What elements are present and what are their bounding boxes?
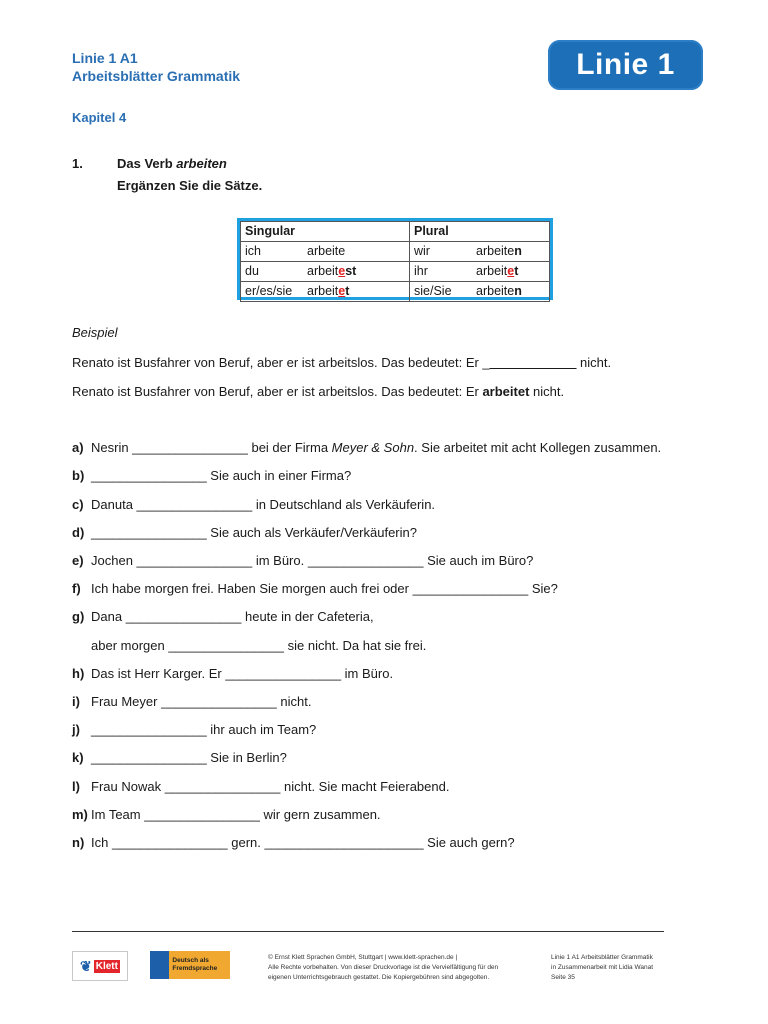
verb-stem: arbeite bbox=[476, 244, 515, 258]
pronoun: wir bbox=[414, 244, 430, 258]
item-label: a) bbox=[72, 440, 84, 455]
item-label: i) bbox=[72, 694, 80, 709]
verb-stem: arbeit bbox=[307, 284, 339, 298]
item-text: Dana ________________ heute in der Cafeteria, bbox=[91, 609, 374, 624]
item-text: ________________ Sie in Berlin? bbox=[91, 750, 287, 765]
plural-cell bbox=[410, 262, 550, 282]
copyright-line-2: Alle Rechte vorbehalten. Von dieser Druckvorlage ist die Vervielfältigung für den bbox=[268, 964, 499, 971]
linie-1-logo bbox=[548, 40, 703, 90]
exercise-item-g bbox=[72, 609, 374, 624]
verb-ending: t bbox=[514, 264, 519, 278]
conjugation-row bbox=[241, 242, 550, 262]
exercise-item-n bbox=[72, 835, 515, 850]
example-answer-word: arbeitet bbox=[482, 384, 530, 399]
pronoun: sie/Sie bbox=[414, 284, 452, 298]
klett-logo bbox=[72, 951, 128, 981]
plural-cell bbox=[410, 282, 550, 302]
item-text: ________________ Sie auch als Verkäufer/Verkäuferin? bbox=[91, 525, 417, 540]
verb-stem: arbeite bbox=[476, 284, 515, 298]
pronoun: er/es/sie bbox=[245, 284, 293, 298]
item-text: Nesrin ________________ bei der Firma bbox=[91, 440, 332, 455]
exercise-item-b bbox=[72, 468, 351, 483]
item-label: g) bbox=[72, 609, 85, 624]
footer-book-title: Linie 1 A1 Arbeitsblätter Grammatik bbox=[551, 954, 653, 961]
pronoun: ihr bbox=[414, 264, 428, 278]
exercise-item-k bbox=[72, 750, 287, 765]
singular-cell bbox=[241, 262, 410, 282]
header-line-2: Arbeitsblätter Grammatik bbox=[72, 68, 241, 84]
verb-stem: arbeit bbox=[476, 264, 508, 278]
footer-divider bbox=[72, 931, 664, 932]
item-label: d) bbox=[72, 525, 85, 540]
exercise-item-d bbox=[72, 525, 417, 540]
conjugation-row bbox=[241, 282, 550, 302]
header-line-1: Linie 1 A1 bbox=[72, 50, 138, 66]
item-label: n) bbox=[72, 835, 85, 850]
item-text: Ich ________________ gern. ______________________ Sie auch gern? bbox=[91, 835, 515, 850]
header-title bbox=[72, 49, 240, 85]
conjugation-row bbox=[241, 262, 550, 282]
copyright-line-1: © Ernst Klett Sprachen GmbH, Stuttgart | www.klett-sprachen.de | bbox=[268, 954, 458, 961]
item-label: f) bbox=[72, 581, 81, 596]
example-blank: ____________ bbox=[489, 355, 577, 370]
item-text: Frau Nowak ________________ nicht. Sie macht Feierabend. bbox=[91, 779, 450, 794]
klett-mark-icon: ❦ bbox=[80, 957, 92, 974]
item-label: l) bbox=[72, 779, 80, 794]
item-text: ________________ Sie auch in einer Firma? bbox=[91, 468, 352, 483]
verb-link-vowel: e bbox=[338, 284, 346, 298]
task-title bbox=[117, 153, 262, 175]
task-number: 1. bbox=[72, 156, 83, 171]
item-text: Danuta ________________ in Deutschland als Verkäuferin. bbox=[91, 497, 436, 512]
chapter-heading: Kapitel 4 bbox=[72, 110, 127, 125]
item-text: Das ist Herr Karger. Er ________________ im Büro. bbox=[91, 666, 394, 681]
item-text: aber morgen ________________ sie nicht. Da hat sie frei. bbox=[91, 638, 427, 653]
verb-stem: arbeite bbox=[307, 244, 346, 258]
example-question bbox=[72, 355, 611, 370]
item-label: m) bbox=[72, 807, 88, 822]
example-answer-before: Renato ist Busfahrer von Beruf, aber er ist arbeitslos. Das bedeutet: Er bbox=[72, 384, 483, 399]
item-text: Jochen ________________ im Büro. ________________ Sie auch im Büro? bbox=[91, 553, 534, 568]
header-singular: Singular bbox=[241, 222, 410, 242]
exercise-item-g-continued bbox=[91, 638, 426, 653]
exercise-item-h bbox=[72, 666, 393, 681]
task-instruction: Ergänzen Sie die Sätze. bbox=[117, 178, 263, 193]
verb-link-vowel: e bbox=[338, 264, 346, 278]
item-label: b) bbox=[72, 468, 85, 483]
singular-cell bbox=[241, 242, 410, 262]
verb-ending: st bbox=[345, 264, 357, 278]
item-label: k) bbox=[72, 750, 84, 765]
footer-collaboration: in Zusammenarbeit mit Lidia Wanat bbox=[551, 964, 653, 971]
example-question-before: Renato ist Busfahrer von Beruf, aber er ist arbeitslos. Das bedeutet: Er _ bbox=[72, 355, 490, 370]
example-answer bbox=[72, 384, 564, 399]
conjugation-header-row bbox=[241, 222, 550, 242]
daf-label: Deutsch als Fremdsprache bbox=[172, 957, 218, 972]
singular-cell bbox=[241, 282, 410, 302]
item-label: h) bbox=[72, 666, 85, 681]
footer-copyright bbox=[268, 953, 498, 983]
example-question-after: nicht. bbox=[576, 355, 612, 370]
exercise-item-m bbox=[72, 807, 381, 822]
task-title-verb: arbeiten bbox=[176, 156, 227, 171]
daf-logo bbox=[150, 951, 230, 979]
item-label: e) bbox=[72, 553, 84, 568]
item-text-end: . Sie arbeitet mit acht Kollegen zusammen. bbox=[414, 440, 662, 455]
header-plural: Plural bbox=[410, 222, 550, 242]
conjugation-table bbox=[237, 218, 553, 300]
exercise-item-j bbox=[72, 722, 316, 737]
pronoun: du bbox=[245, 264, 259, 278]
footer-publication-info bbox=[551, 953, 653, 983]
item-label: c) bbox=[72, 497, 84, 512]
exercise-item-f bbox=[72, 581, 558, 596]
exercise-item-e bbox=[72, 553, 533, 568]
logo-text: Linie 1 bbox=[576, 48, 675, 81]
item-text: Im Team ________________ wir gern zusammen. bbox=[91, 807, 381, 822]
klett-wordmark: Klett bbox=[95, 960, 118, 972]
item-text: ________________ ihr auch im Team? bbox=[91, 722, 317, 737]
exercise-item-a bbox=[72, 440, 661, 455]
verb-ending: t bbox=[345, 284, 350, 298]
item-company-name: Meyer & Sohn bbox=[331, 440, 415, 455]
copyright-line-3: eigenen Unterrichtsgebrauch gestattet. Die Kopiergebühren sind abgegolten. bbox=[268, 974, 490, 981]
plural-cell bbox=[410, 242, 550, 262]
item-text: Ich habe morgen frei. Haben Sie morgen auch frei oder ________________ Sie? bbox=[91, 581, 558, 596]
example-answer-after: nicht. bbox=[529, 384, 565, 399]
daf-color-block bbox=[150, 951, 169, 979]
footer-page-number: Seite 35 bbox=[551, 974, 575, 981]
exercise-item-i bbox=[72, 694, 311, 709]
task-title-prefix: Das Verb bbox=[117, 156, 177, 171]
item-text: Frau Meyer ________________ nicht. bbox=[91, 694, 312, 709]
exercise-item-c bbox=[72, 497, 435, 512]
exercise-item-l bbox=[72, 779, 449, 794]
pronoun: ich bbox=[245, 244, 261, 258]
item-label: j) bbox=[72, 722, 80, 737]
example-label: Beispiel bbox=[72, 325, 118, 340]
verb-stem: arbeit bbox=[307, 264, 339, 278]
verb-ending: n bbox=[514, 244, 522, 258]
verb-ending: n bbox=[514, 284, 522, 298]
verb-link-vowel: e bbox=[507, 264, 515, 278]
